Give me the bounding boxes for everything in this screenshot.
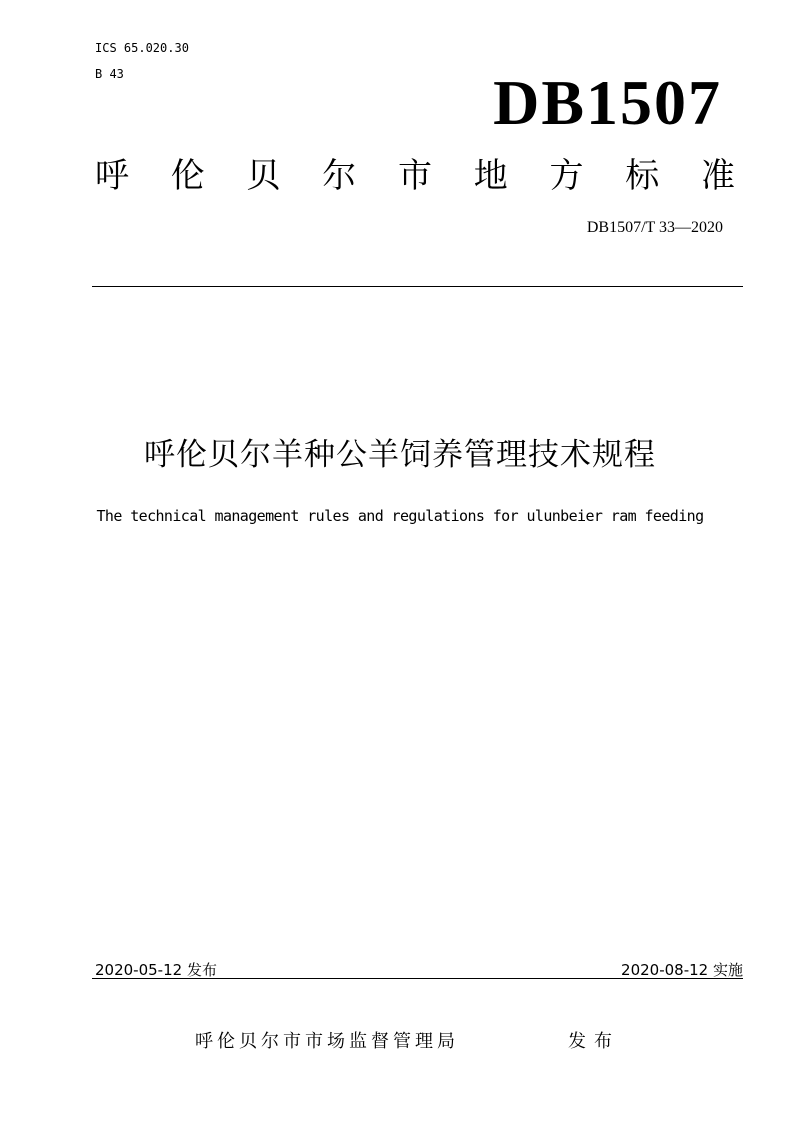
document-number: DB1507/T 33—2020 — [586, 219, 723, 236]
standard-type-char: 方 — [549, 156, 584, 196]
standard-type-char: 尔 — [322, 156, 357, 196]
implement-date: 2020-08-12 实施 — [621, 961, 743, 979]
standard-type-char: 准 — [701, 156, 735, 196]
standard-type-char: 地 — [473, 156, 508, 196]
ics-code: ICS 65.020.30 — [95, 41, 189, 55]
standard-type — [95, 152, 735, 200]
issuing-authority: 呼伦贝尔市市场监督管理局 — [195, 1031, 459, 1052]
publish-date: 2020-05-12 发布 — [95, 961, 217, 979]
document-title-chinese: 呼伦贝尔羊种公羊饲养管理技术规程 — [144, 437, 656, 473]
footer-divider — [92, 978, 743, 979]
standard-code: DB1507 — [493, 67, 722, 138]
standard-type-char: 伦 — [170, 156, 205, 196]
standard-type-char: 标 — [625, 156, 660, 196]
classification-code: B 43 — [95, 67, 124, 81]
header-divider — [92, 286, 743, 287]
standard-type-char: 市 — [398, 156, 432, 196]
standard-type-char: 贝 — [246, 156, 281, 196]
issue-label: 发布 — [568, 1031, 620, 1052]
standard-type-char: 呼 — [95, 156, 129, 196]
document-title-english: The technical management rules and regulations for ulunbeier ram feeding — [96, 507, 704, 525]
